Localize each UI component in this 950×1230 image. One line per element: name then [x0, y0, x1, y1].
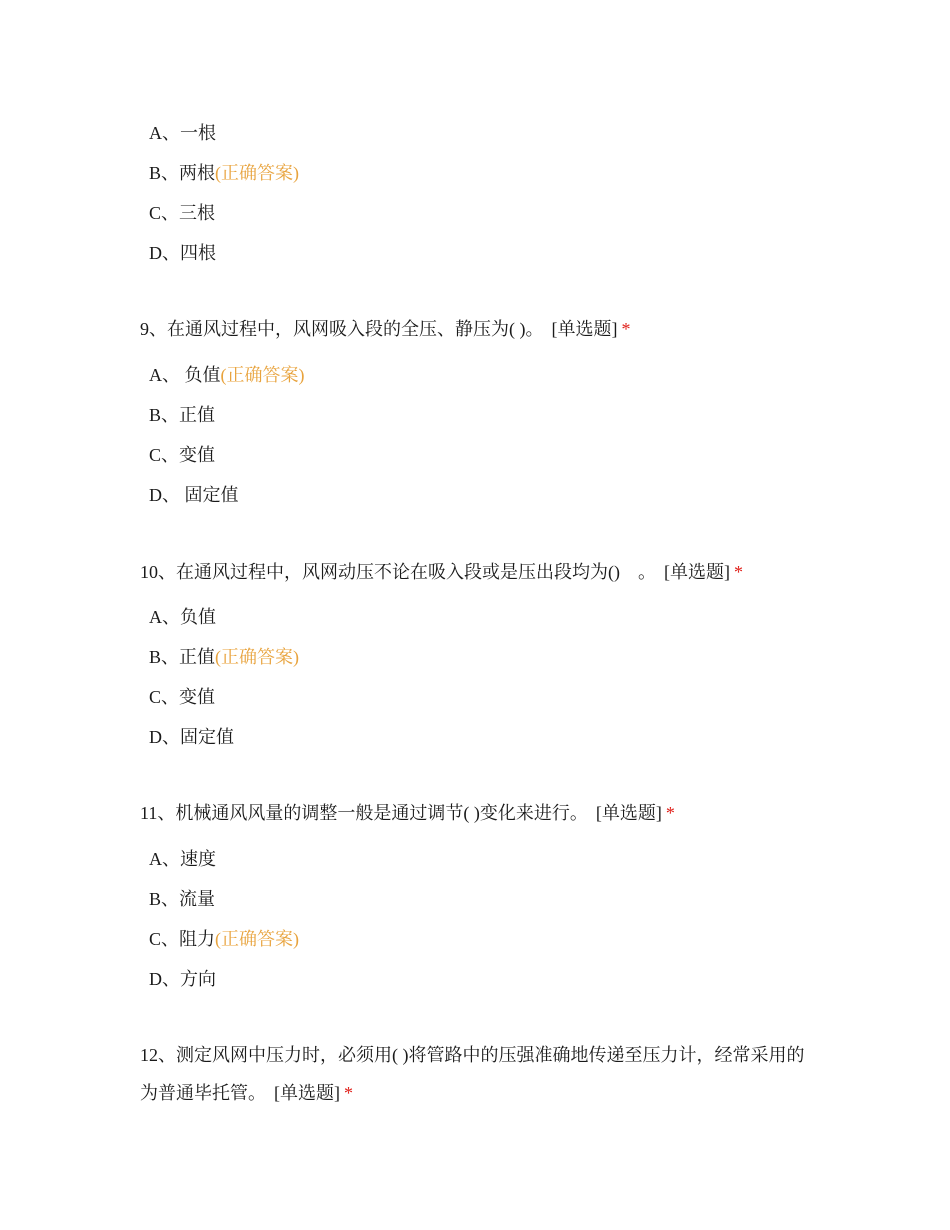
q9-option-a[interactable]: A、 负值(正确答案): [149, 365, 305, 385]
correct-answer-marker: (正确答案): [215, 929, 300, 949]
required-marker: *: [665, 803, 675, 823]
correct-answer-marker: (正确答案): [215, 647, 300, 667]
q8-option-c[interactable]: C、三根: [149, 203, 216, 223]
q9-title: [140, 310, 820, 348]
question-text: 11、机械通风风量的调整一般是通过调节( )变化来进行。: [140, 803, 588, 823]
question-text: 10、在通风过程中，风网动压不论在吸入段或是压出段均为() 。: [140, 562, 656, 582]
q8-options: [149, 113, 299, 273]
q8-option-b[interactable]: B、两根(正确答案): [149, 163, 300, 183]
q11-options: [149, 839, 299, 999]
q9-option-d[interactable]: D、 固定值: [149, 485, 239, 505]
question-type: [单选题]: [664, 562, 730, 582]
question-text: 12、测定风网中压力时，必须用( )将管路中的压强准确地传递至压力计，经常采用的为普通毕托管。: [140, 1045, 805, 1103]
q10-option-c[interactable]: C、变值: [149, 687, 216, 707]
required-marker: *: [621, 319, 631, 339]
q9-option-c[interactable]: C、变值: [149, 445, 216, 465]
q8-option-d[interactable]: D、四根: [149, 243, 216, 263]
q11-option-a[interactable]: A、速度: [149, 849, 216, 869]
q10-option-a[interactable]: A、负值: [149, 607, 216, 627]
correct-answer-marker: (正确答案): [215, 163, 300, 183]
q10-title: [140, 553, 820, 591]
q12-title: [140, 1036, 820, 1112]
question-type: [单选题]: [595, 803, 662, 823]
question-type: [单选题]: [551, 319, 618, 339]
q10-option-d[interactable]: D、固定值: [149, 727, 234, 747]
q8-option-a[interactable]: A、一根: [149, 123, 216, 143]
required-marker: *: [344, 1083, 353, 1103]
q10-options: [149, 597, 299, 757]
q11-title: [140, 794, 820, 832]
required-marker: *: [734, 562, 743, 582]
q9-options: [149, 355, 305, 515]
q10-option-b[interactable]: B、正值(正确答案): [149, 647, 300, 667]
question-text: 9、在通风过程中，风网吸入段的全压、静压为( )。: [140, 319, 544, 339]
question-type: [单选题]: [274, 1083, 340, 1103]
q11-option-b[interactable]: B、流量: [149, 889, 216, 909]
q9-option-b[interactable]: B、正值: [149, 405, 216, 425]
q11-option-c[interactable]: C、阻力(正确答案): [149, 929, 300, 949]
correct-answer-marker: (正确答案): [220, 365, 305, 385]
q11-option-d[interactable]: D、方向: [149, 969, 216, 989]
